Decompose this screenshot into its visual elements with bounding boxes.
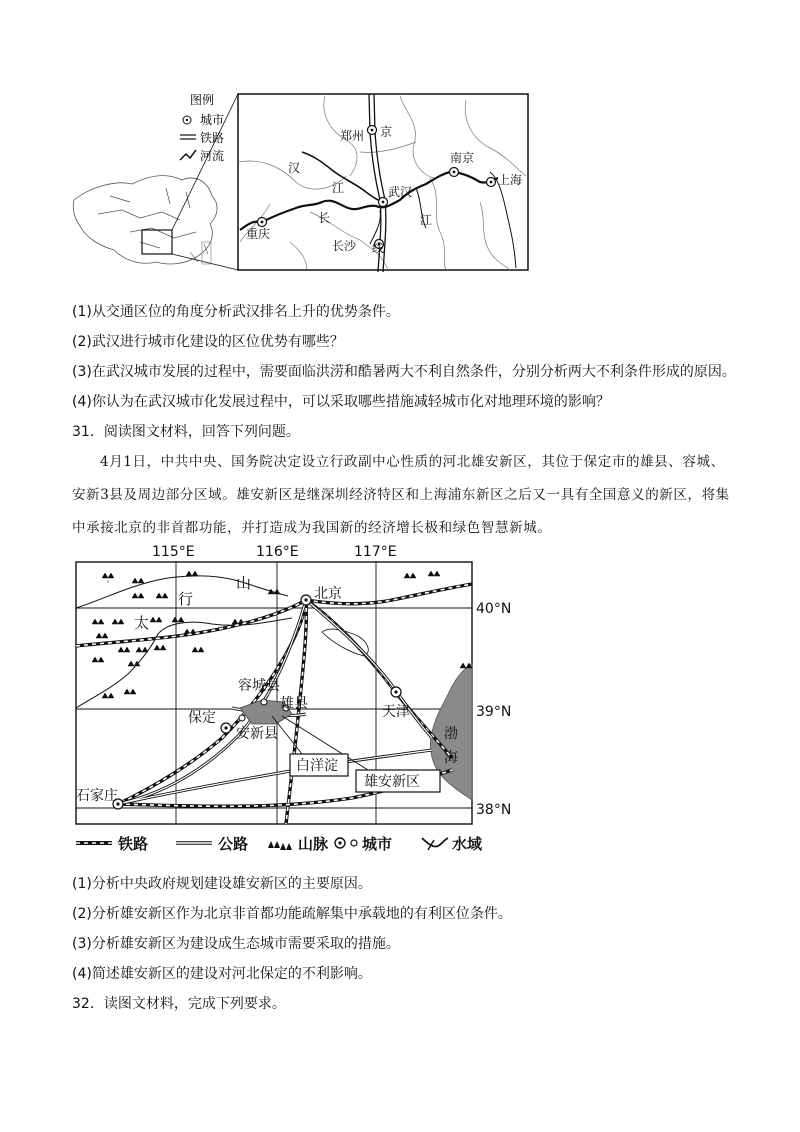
label-shijiazhuang: 石家庄	[76, 788, 118, 804]
city-anxin-marker	[239, 715, 245, 721]
q31-item-1: (1)分析中央政府规划建设雄安新区的主要原因。	[72, 876, 372, 892]
label-baiyangdian: 白洋淀	[296, 758, 338, 774]
label-chongqing: 重庆	[246, 227, 271, 241]
city-chongqing-marker	[258, 218, 267, 227]
label-anxin: 安新县	[236, 726, 278, 742]
city-beijing-marker	[301, 595, 311, 605]
china-inset-map	[73, 176, 217, 264]
city-tianjin-marker	[391, 687, 401, 697]
map2-legend	[76, 835, 483, 853]
lat-label-38: 38°N	[476, 802, 512, 818]
legend-city-icon	[183, 116, 191, 124]
q31-heading: 31．阅读图文材料，回答下列问题。	[72, 424, 300, 440]
label-jiang-1: 江	[332, 181, 345, 195]
label-beijing: 北京	[314, 586, 342, 602]
legend-river-icon	[180, 150, 196, 160]
legend-water-label: 水域	[452, 835, 483, 853]
q30-item-2: (2)武汉进行城市化建设的区位优势有哪些？	[72, 334, 344, 350]
label-shan: 山	[236, 574, 252, 592]
q30-item-3: (3)在武汉城市发展的过程中，需要面临洪涝和酷暑两大不利自然条件，分别分析两大不利条件形成的原因。	[72, 364, 736, 380]
q31-item-2: (2)分析雄安新区作为北京非首都功能疏解集中承载地的有利区位条件。	[72, 906, 512, 922]
legend-railway-icon	[180, 135, 196, 139]
q30-item-1: (1)从交通区位的角度分析武汉排名上升的优势条件。	[72, 304, 400, 320]
label-rongcheng: 容城县	[238, 678, 280, 694]
lon-label-117: 117°E	[354, 544, 397, 560]
city-nanjing-marker	[450, 168, 459, 177]
lon-label-116: 116°E	[256, 544, 299, 560]
inset-highlight-box	[142, 230, 172, 254]
label-hang: 行	[178, 590, 194, 608]
map2-figure	[72, 538, 532, 858]
q30-item-4: (4)你认为在武汉城市化发展过程中，可以采取哪些措施减轻城市化对地理环境的影响？	[72, 394, 610, 410]
map1-svg	[70, 92, 530, 274]
label-shanghai: 上海	[498, 173, 523, 187]
label-xiongxian: 雄县	[280, 696, 308, 712]
legend-river-label: 河流	[200, 149, 225, 163]
label-nanjing: 南京	[450, 151, 475, 165]
city-zhengzhou-marker	[368, 126, 377, 135]
label-changsha: 长沙	[332, 239, 357, 253]
map1-figure	[70, 92, 530, 274]
label-xian: 线	[372, 241, 385, 255]
legend-water-icon	[422, 838, 448, 850]
label-wuhan: 武汉	[388, 185, 413, 199]
city-wuhan-marker	[379, 198, 388, 207]
q32-heading: 32．读图文材料，完成下列要求。	[72, 996, 286, 1012]
label-jiang-2: 江	[420, 213, 433, 227]
q31-item-3: (3)分析雄安新区为建设成生态城市需要采取的措施。	[72, 936, 400, 952]
city-baoding-marker	[221, 723, 231, 733]
legend-railway-label: 铁路	[118, 835, 149, 853]
label-baoding: 保定	[188, 710, 216, 726]
legend-city-label: 城市	[362, 835, 393, 853]
label-tianjin: 天津	[382, 704, 410, 720]
label-han: 汉	[288, 161, 301, 175]
legend-mountain-icon	[268, 841, 292, 850]
label-bohai-1: 渤	[444, 726, 458, 742]
legend-city-icon	[335, 838, 357, 848]
legend-mountain-label: 山脉	[298, 835, 329, 853]
legend-city-label: 城市	[200, 113, 225, 127]
label-tai: 太	[134, 614, 150, 632]
lat-label-39: 39°N	[476, 704, 512, 720]
label-bohai-2: 海	[444, 750, 458, 766]
lat-label-40: 40°N	[476, 601, 512, 617]
city-rongcheng-marker	[261, 699, 267, 705]
map1-legend-title: 图例	[190, 93, 215, 107]
label-zhengzhou: 郑州	[340, 129, 365, 143]
map2-svg	[72, 538, 532, 858]
q31-paragraph: 4月1日，中共中央、国务院决定设立行政副中心性质的河北雄安新区，其位于保定市的雄县、容城、安新3县及周边部分区域。雄安新区是继深圳经济特区和上海浦东新区之后又一具有全国意义的新区，将集中承接北京的非首都功能，并打造成为我国新的经济增长极和绿色智慧新城。	[72, 454, 730, 536]
label-jing: 京	[380, 125, 393, 139]
city-shanghai-marker	[487, 178, 496, 187]
q31-item-4: (4)简述雄安新区的建设对河北保定的不利影响。	[72, 966, 372, 982]
legend-highway-label: 公路	[218, 835, 249, 853]
lon-label-115: 115°E	[152, 544, 195, 560]
legend-railway-label: 铁路	[200, 131, 225, 145]
label-chang: 长	[318, 211, 331, 225]
label-xiongan: 雄安新区	[364, 774, 420, 790]
